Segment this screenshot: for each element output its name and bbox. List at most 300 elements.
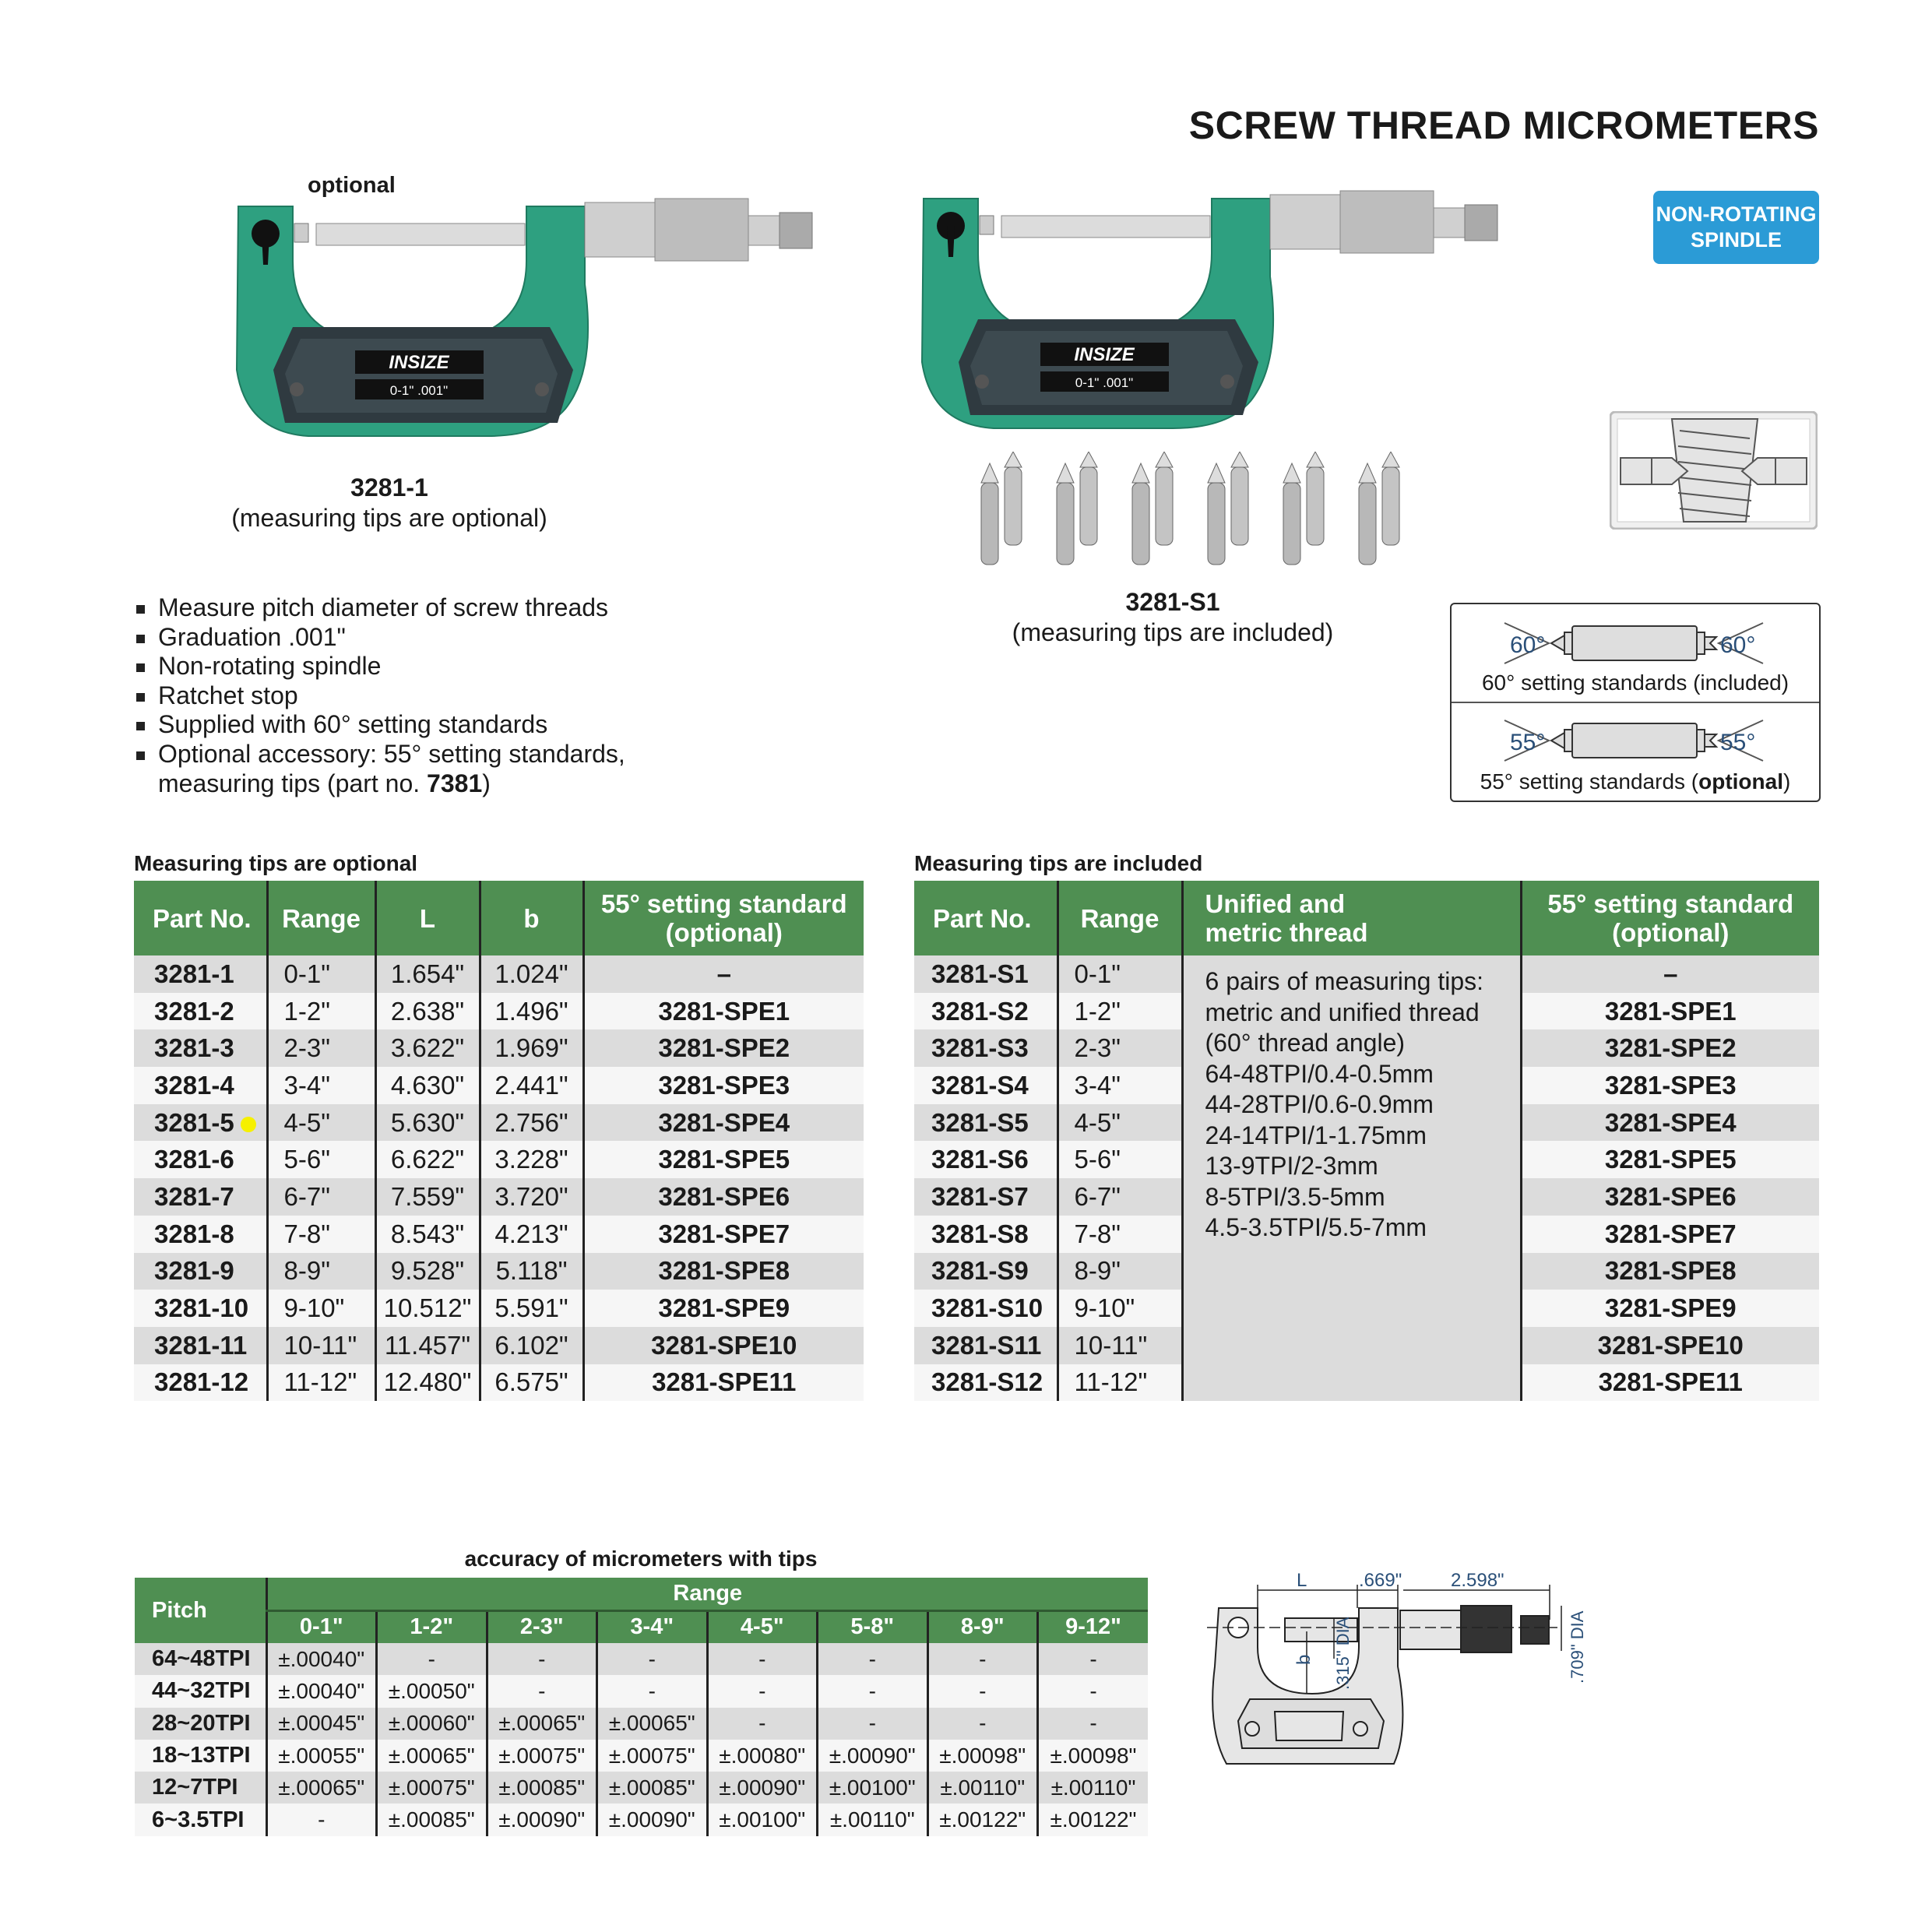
part-no-cell [914,1364,1057,1402]
table-row [914,955,1819,993]
accuracy-cell: ±.00045" [266,1708,377,1740]
accuracy-cell: - [707,1675,818,1707]
cell-text: 3281-S2 [931,996,1029,1026]
part-no-cell [914,1067,1057,1104]
description-line: (60° thread angle) [1205,1029,1406,1057]
cell-text: 1.024" [494,959,568,988]
measuring-tip-pair [981,452,1022,565]
accuracy-cell: ±.00090" [487,1804,597,1835]
table-included-label: Measuring tips are included [914,851,1203,875]
cell-text: 3281-SPE7 [658,1219,790,1248]
accuracy-cell: ±.00040" [266,1643,377,1675]
cell-text: 10.512" [383,1293,472,1323]
cell-text: 5.591" [494,1293,568,1323]
part-no-cell [914,1141,1057,1178]
accuracy-cell: - [1038,1708,1149,1740]
range-cell [1057,1029,1182,1067]
accuracy-cell: ±.00065" [266,1772,377,1804]
accuracy-cell: - [707,1643,818,1675]
accuracy-cell: ±.00060" [377,1708,487,1740]
range-cell [1057,1253,1182,1290]
accuracy-cell: ±.00055" [266,1740,377,1772]
table-row [134,1290,864,1327]
cell-text: 6-7" [283,1181,330,1211]
cell-text: 5.118" [495,1256,568,1286]
cell-text: 3281-12 [154,1367,249,1397]
b-value-cell [480,1253,583,1290]
dim-669: .669" [1359,1573,1402,1591]
cell-text: 5.630" [390,1107,465,1137]
cell-text: 11-12" [1074,1367,1148,1397]
optional-label: optional [308,173,396,198]
cell-text: 3281-SPE2 [1604,1033,1737,1063]
cell-text: 3281-S9 [931,1256,1029,1286]
setting-standard-cell [1521,1029,1819,1067]
part-no-cell [914,1216,1057,1253]
cell-text: 0-1" [283,959,330,988]
cell-text: 3.228" [494,1145,568,1174]
cell-text: – [1663,959,1678,988]
range-cell [267,993,375,1030]
cell-text: 11.457" [384,1330,471,1360]
measuring-tip-pair [1132,452,1173,565]
range-cell [1057,1216,1182,1253]
b-value-cell [480,1178,583,1216]
cell-text: 3281-SPE4 [1604,1107,1737,1137]
part-no-cell [914,1104,1057,1142]
cell-text: 3.622" [390,1033,465,1063]
accuracy-row [135,1643,1148,1675]
cell-text: 7.559" [390,1181,465,1211]
cell-text: 3281-SPE10 [1597,1330,1744,1360]
part-no-cell [134,1141,267,1178]
cell-text: 3281-SPE9 [658,1293,790,1323]
accuracy-cell: ±.00098" [927,1740,1038,1772]
accuracy-cell: ±.00075" [487,1740,597,1772]
setting-standard-55 [1452,703,1819,801]
accuracy-row [135,1804,1148,1835]
measuring-tip-pair [1283,452,1324,565]
accuracy-cell: ±.00100" [818,1772,928,1804]
part-no-cell [134,1067,267,1104]
setting-standard-cell [583,1104,864,1142]
setting-standard-cell [583,1290,864,1327]
range-cell [267,1067,375,1104]
accuracy-cell: ±.00090" [707,1772,818,1804]
range-column-header: 3-4" [597,1610,708,1643]
cell-text: 4-5" [283,1107,330,1137]
cell-text: 1.969" [494,1033,568,1063]
table-row [134,1216,864,1253]
L-value-cell [375,993,480,1030]
cell-text: 1.496" [494,996,568,1026]
cell-text: 3281-SPE11 [652,1367,797,1397]
cell-text: 6.575" [494,1367,568,1397]
feature-item: Ratchet stop [135,681,625,711]
range-cell [267,1253,375,1290]
dim-b: b [1293,1654,1314,1665]
accuracy-cell: ±.00110" [927,1772,1038,1804]
cell-text: 5-6" [1074,1145,1121,1174]
accuracy-cell: - [818,1675,928,1707]
accuracy-cell: ±.00100" [707,1804,818,1835]
cell-text: 4-5" [1074,1107,1121,1137]
dimension-drawing [1203,1573,1639,1799]
accuracy-row [135,1708,1148,1740]
angle-label-left: 60° [1510,632,1546,658]
part-no-cell [134,1253,267,1290]
cell-text: 3281-5 [154,1107,234,1137]
setting-standard-cell [583,1029,864,1067]
accuracy-cell: - [1038,1643,1149,1675]
range-column-header: 0-1" [266,1610,377,1643]
pitch-cell: 64~48TPI [135,1643,266,1675]
cell-text: 3281-SPE10 [651,1330,797,1360]
cell-text: 4.213" [494,1219,568,1248]
insize-logo: INSIZE [389,352,449,373]
cell-text: 3281-S1 [931,959,1029,988]
cell-text: 0-1" [1074,959,1121,988]
range-cell [1057,1327,1182,1364]
range-column-header: 8-9" [927,1610,1038,1643]
range-cell [267,1364,375,1402]
accuracy-cell: ±.00040" [266,1675,377,1707]
accuracy-cell: ±.00075" [597,1740,708,1772]
cell-text: 3281-S10 [931,1293,1043,1323]
cell-text: 3281-SPE1 [1604,996,1737,1026]
accuracy-cell: ±.00065" [377,1740,487,1772]
cell-text: 3281-SPE5 [1604,1145,1737,1174]
std55-suffix: ) [1783,769,1791,794]
cell-text: 8.543" [390,1219,465,1248]
thread-measurement-image [1610,411,1818,530]
feature-item: Measure pitch diameter of screw threads [135,593,625,623]
cell-text: 11-12" [283,1367,357,1397]
range-cell [267,1104,375,1142]
L-value-cell [375,1253,480,1290]
L-value-cell [375,1216,480,1253]
scale-label: 0-1" .001" [389,383,449,398]
cell-text: 3281-S4 [931,1070,1029,1100]
accuracy-cell: ±.00098" [1038,1740,1149,1772]
table-measuring-tips-optional [134,881,864,1401]
cell-text: 5-6" [283,1145,330,1174]
b-value-cell [480,1216,583,1253]
cell-text: 2.441" [494,1070,568,1100]
cell-text: 3281-SPE1 [658,996,790,1026]
pitch-header: Pitch [135,1578,266,1643]
cell-text: 3281-2 [154,996,234,1026]
cell-text: 3281-SPE11 [1598,1367,1743,1397]
accuracy-cell: - [707,1708,818,1740]
cell-text: 3281-11 [154,1330,248,1360]
accuracy-cell: ±.00090" [818,1740,928,1772]
setting-standard-cell [1521,1290,1819,1327]
setting-standard-cell [583,955,864,993]
cell-text: 2-3" [283,1033,330,1063]
cell-text: 3281-S7 [931,1181,1029,1211]
accuracy-cell: ±.00090" [597,1804,708,1835]
table-row [134,1253,864,1290]
highlight-dot [241,1117,256,1132]
accuracy-cell: - [927,1675,1038,1707]
setting-standards-box [1450,603,1821,802]
cell-text: 1.654" [390,959,465,988]
measuring-tip-pair [1208,452,1248,565]
column-header: 55° setting standard (optional) [583,881,864,955]
cell-text: 10-11" [1074,1330,1148,1360]
L-value-cell [375,1327,480,1364]
accuracy-row [135,1675,1148,1707]
std60-text: 60° setting standards [1481,670,1694,695]
range-cell [1057,1104,1182,1142]
product1-note: (measuring tips are optional) [231,504,547,532]
cell-text: 3281-SPE2 [658,1033,790,1063]
table-measuring-tips-included [914,881,1819,1401]
b-value-cell [480,1104,583,1142]
badge-line1: NON-ROTATING [1656,202,1817,226]
accuracy-cell: ±.00085" [377,1804,487,1835]
cell-text: 3281-3 [154,1033,234,1063]
column-header-text: Unified and metric thread [1205,889,1368,947]
cell-text: 2.756" [494,1107,568,1137]
range-cell [1057,1178,1182,1216]
setting-standard-cell [1521,1327,1819,1364]
column-header: Part No. [134,881,267,955]
cell-text: 7-8" [1074,1219,1121,1248]
cell-text: 3281-S6 [931,1145,1029,1174]
setting-standard-cell [1521,1178,1819,1216]
range-column-header: 5-8" [818,1610,928,1643]
setting-standard-cell [1521,1104,1819,1142]
column-header: Range [1057,881,1182,955]
b-value-cell [480,1364,583,1402]
cell-text: 9-10" [283,1293,345,1323]
cell-text: 2.638" [390,996,465,1026]
b-value-cell [480,1067,583,1104]
range-column-header: 1-2" [377,1610,487,1643]
L-value-cell [375,1364,480,1402]
part-no-cell [134,1216,267,1253]
b-value-cell [480,993,583,1030]
table-row [134,1067,864,1104]
part-no-cell [914,1178,1057,1216]
column-header: L [375,881,480,955]
accuracy-cell: - [818,1643,928,1675]
cell-text: 6-7" [1074,1181,1121,1211]
pitch-cell: 18~13TPI [135,1740,266,1772]
cell-text: 8-9" [283,1256,330,1286]
measuring-tip-pair [1359,452,1399,565]
cell-text: 1-2" [283,996,330,1026]
setting-standard-cell [1521,1253,1819,1290]
cell-text: 2-3" [1074,1033,1121,1063]
dim-L: L [1297,1573,1307,1591]
setting-standard-cell [1521,1364,1819,1402]
accuracy-cell: - [1038,1675,1149,1707]
setting-standard-cell [583,993,864,1030]
measuring-tip-pair [1057,452,1097,565]
part-no-cell [914,1327,1057,1364]
accuracy-cell: ±.00122" [1038,1804,1149,1835]
cell-text: 3281-S11 [931,1330,1042,1360]
badge-line2: SPINDLE [1690,228,1782,252]
cell-text: 3281-SPE8 [658,1256,790,1286]
accuracy-cell: - [597,1675,708,1707]
cell-text: 3281-SPE8 [1604,1256,1737,1286]
cell-text: 7-8" [283,1219,330,1248]
cell-text: 10-11" [283,1330,357,1360]
accessory-part-number: 7381 [427,769,483,797]
range-column-header: 9-12" [1038,1610,1149,1643]
part-no-cell [914,1253,1057,1290]
L-value-cell [375,1029,480,1067]
accuracy-cell: ±.00110" [818,1804,928,1835]
column-header: Part No. [914,881,1057,955]
cell-text: 6.622" [390,1145,465,1174]
b-value-cell [480,955,583,993]
cell-text: 3281-SPE3 [658,1070,790,1100]
b-value-cell [480,1029,583,1067]
setting-standard-cell [583,1216,864,1253]
cell-text: 3281-S8 [931,1219,1029,1248]
setting-standard-60-label [1452,670,1819,695]
cell-text: 3281-9 [154,1256,234,1286]
feature-item-continued [135,769,625,799]
description-line: 24-14TPI/1-1.75mm [1205,1121,1427,1149]
measuring-tips-set-image [966,452,1417,576]
cell-text: 3.720" [494,1181,568,1211]
cell-text: 3281-6 [154,1145,234,1174]
table-row [134,1029,864,1067]
feature-cont-text: measuring tips (part no. [158,769,428,797]
range-cell [267,955,375,993]
dim-spindle-dia: .315" DIA [1333,1617,1353,1690]
cell-text: 3-4" [283,1070,330,1100]
accuracy-row [135,1740,1148,1772]
setting-standard-cell [583,1141,864,1178]
range-cell [267,1216,375,1253]
range-cell [267,1327,375,1364]
accuracy-table [135,1578,1148,1836]
accuracy-cell: ±.00085" [487,1772,597,1804]
L-value-cell [375,1067,480,1104]
accuracy-cell: - [927,1643,1038,1675]
column-header: b [480,881,583,955]
range-cell [1057,1290,1182,1327]
cell-text: 9.528" [390,1256,465,1286]
range-cell [1057,993,1182,1030]
L-value-cell [375,1141,480,1178]
setting-standard-60 [1452,604,1819,703]
accuracy-cell: ±.00065" [487,1708,597,1740]
part-no-cell [134,1178,267,1216]
cell-text: 3281-SPE7 [1604,1219,1737,1248]
range-cell [1057,1141,1182,1178]
L-value-cell [375,1178,480,1216]
part-no-cell [914,955,1057,993]
setting-standard-cell [583,1253,864,1290]
L-value-cell [375,955,480,993]
b-value-cell [480,1327,583,1364]
angle-label-right: 60° [1720,632,1756,658]
table-optional-label: Measuring tips are optional [134,851,418,875]
setting-standard-cell [1521,1067,1819,1104]
description-line: 6 pairs of measuring tips: [1205,967,1483,995]
setting-standard-cell [583,1327,864,1364]
product2-model: 3281-S1 [1125,588,1220,616]
description-line: 64-48TPI/0.4-0.5mm [1205,1059,1434,1088]
cell-text: 3281-4 [154,1070,234,1100]
product1-caption [156,473,623,533]
description-line: 8-5TPI/3.5-5mm [1205,1182,1385,1211]
cell-text: 3281-SPE4 [658,1107,790,1137]
range-cell [1057,1364,1182,1402]
range-cell [1057,1067,1182,1104]
feature-item: Optional accessory: 55° setting standards, [135,740,625,769]
L-value-cell [375,1104,480,1142]
accuracy-cell: ±.00050" [377,1675,487,1707]
cell-text: 3281-SPE3 [1604,1070,1737,1100]
part-no-cell [134,1029,267,1067]
setting-standard-55-label [1452,769,1819,794]
range-header: Range [266,1578,1148,1610]
setting-standard-cell [583,1364,864,1402]
part-no-cell [134,955,267,993]
setting-standard-cell [583,1067,864,1104]
accuracy-cell: ±.00075" [377,1772,487,1804]
setting-standard-cell [1521,993,1819,1030]
description-line: 4.5-3.5TPI/5.5-7mm [1205,1213,1427,1241]
feature-item: Supplied with 60° setting standards [135,710,625,740]
std55-text: 55° setting standards ( [1480,769,1699,794]
accuracy-cell: - [818,1708,928,1740]
cell-text: 3281-SPE5 [658,1145,790,1174]
angle-label-right: 55° [1720,730,1756,755]
scale-label: 0-1" .001" [1075,375,1134,390]
accuracy-cell: - [266,1804,377,1835]
page-title: SCREW THREAD MICROMETERS [1188,104,1819,147]
pitch-cell: 12~7TPI [135,1772,266,1804]
setting-standard-55-image [1452,705,1819,767]
cell-text: 3281-S3 [931,1033,1029,1063]
cell-text: 3281-SPE6 [1604,1181,1737,1211]
feature-cont-suffix: ) [482,769,491,797]
table-row [134,1104,864,1142]
micrometer-3281-s1-image [916,167,1500,436]
cell-text: 3281-S12 [931,1367,1043,1397]
feature-item: Non-rotating spindle [135,652,625,681]
L-value-cell [375,1290,480,1327]
cell-text: 3-4" [1074,1070,1121,1100]
cell-text: 3281-S5 [931,1107,1029,1137]
part-no-cell [134,993,267,1030]
accuracy-cell: ±.00110" [1038,1772,1149,1804]
table-row [134,1364,864,1402]
table-row [134,1178,864,1216]
dim-thimble-dia: .709" DIA [1568,1610,1587,1684]
non-rotating-spindle-badge [1653,191,1819,264]
part-no-cell [134,1364,267,1402]
accuracy-cell: - [377,1643,487,1675]
accuracy-cell: - [487,1675,597,1707]
thread-description-cell [1182,955,1521,1401]
description-line: metric and unified thread [1205,998,1480,1026]
pitch-cell: 6~3.5TPI [135,1804,266,1835]
cell-text: 8-9" [1074,1256,1121,1286]
range-cell [267,1029,375,1067]
pitch-cell: 28~20TPI [135,1708,266,1740]
